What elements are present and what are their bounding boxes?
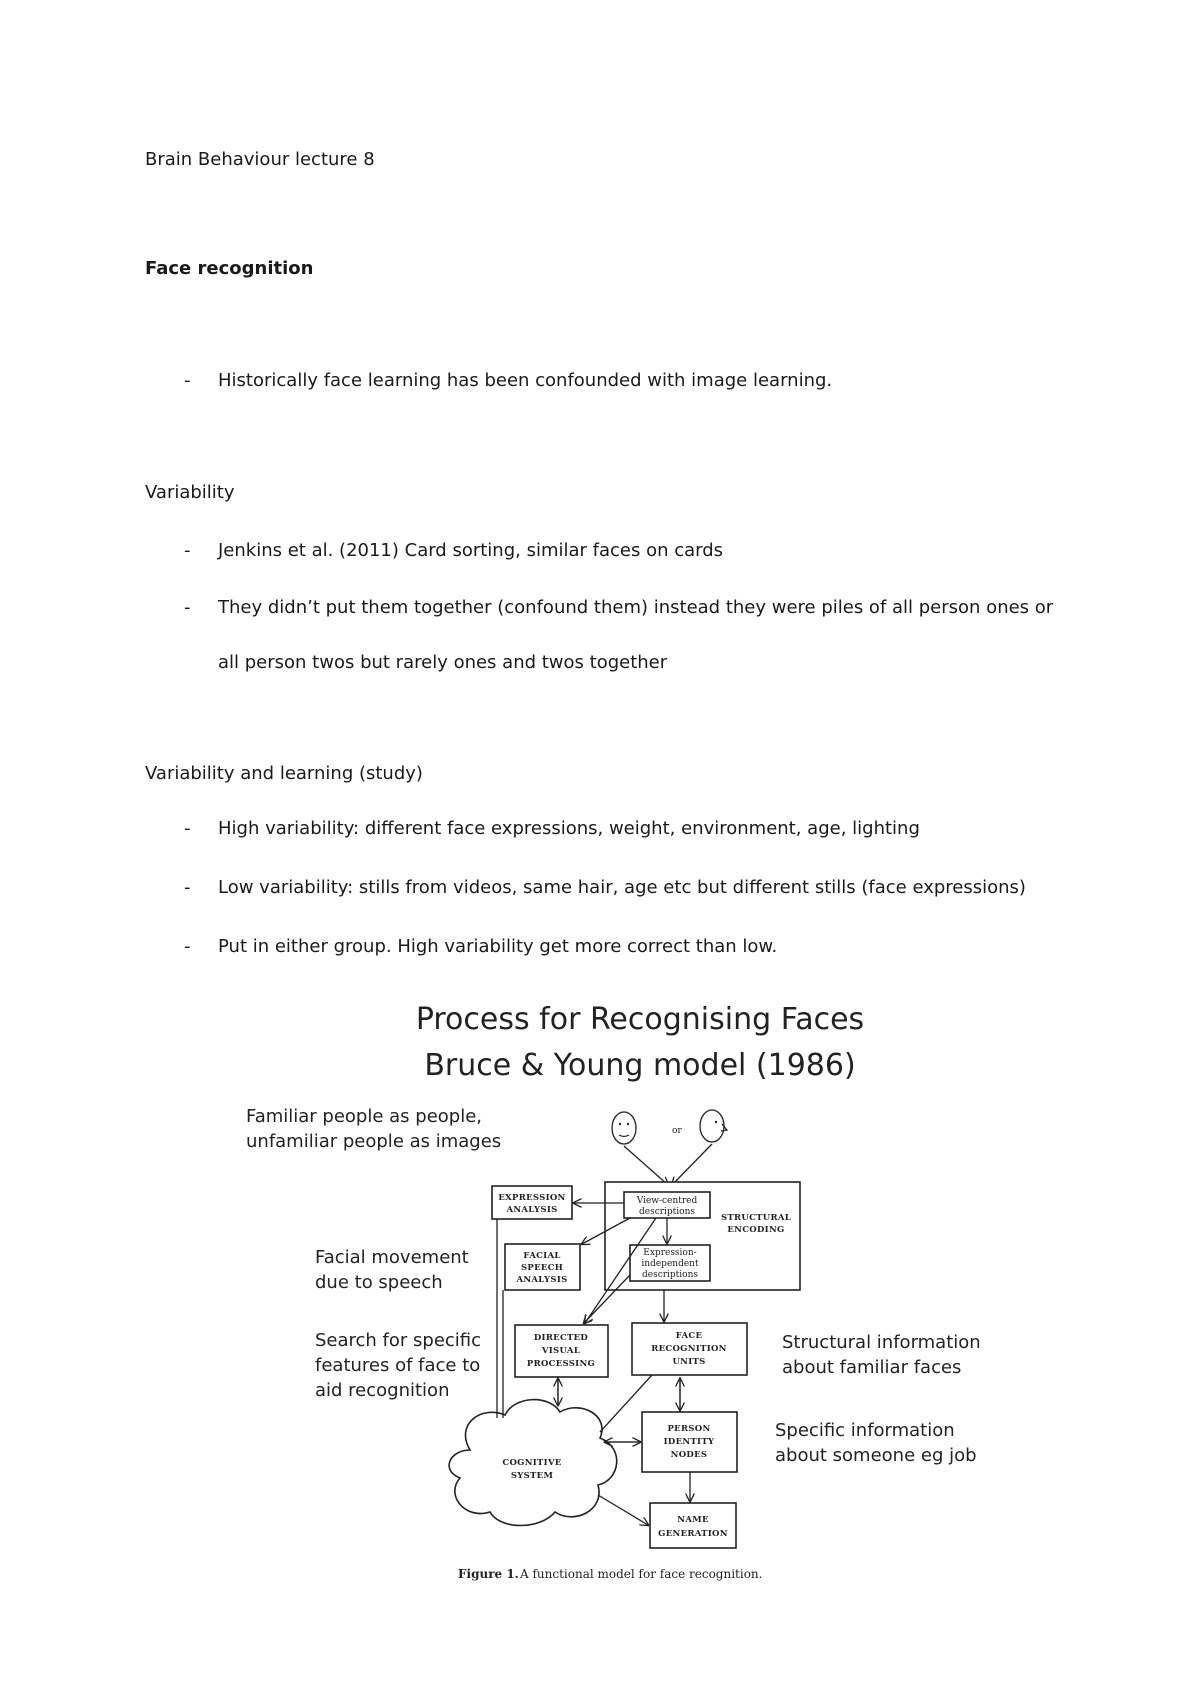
box-label: descriptions: [638, 1207, 696, 1217]
bullet-text: Jenkins et al. (2011) Card sorting, similar faces on cards: [218, 540, 724, 561]
heading-face-recognition: Face recognition: [145, 258, 314, 279]
arrow: [624, 1146, 668, 1185]
figure-title-line1: Process for Recognising Faces: [415, 1002, 865, 1037]
box-label: SPEECH: [520, 1263, 564, 1273]
figure-title-line2: Bruce & Young model (1986): [424, 1048, 856, 1083]
bullet-dash: -: [184, 818, 191, 839]
box-label: FACE: [675, 1331, 703, 1341]
arrow: [598, 1495, 648, 1525]
box-label: COGNITIVE: [502, 1458, 562, 1468]
name-generation-box: [650, 1503, 736, 1548]
bullet-dash: -: [184, 597, 191, 618]
box-label: NODES: [670, 1450, 708, 1460]
box-label: UNITS: [672, 1357, 706, 1367]
box-label: SYSTEM: [510, 1471, 554, 1481]
note-line: unfamiliar people as images: [246, 1131, 502, 1153]
note-line: aid recognition: [315, 1380, 450, 1402]
note-line: Structural information: [782, 1332, 981, 1353]
box-label: ANALYSIS: [506, 1205, 558, 1215]
note-line: Facial movement: [315, 1247, 469, 1268]
box-label: PROCESSING: [526, 1359, 596, 1369]
heading-variability-learning: Variability and learning (study): [145, 763, 423, 784]
box-label: EXPRESSION: [498, 1193, 566, 1203]
box-label: Expression-: [643, 1248, 697, 1258]
box-label: NAME: [677, 1515, 709, 1525]
note-line: Specific information: [775, 1420, 955, 1441]
box-label: IDENTITY: [663, 1437, 715, 1447]
bullet-dash: -: [184, 370, 191, 391]
bullet-dash: -: [184, 877, 191, 898]
box-label: ANALYSIS: [516, 1275, 568, 1285]
arrow: [672, 1144, 712, 1185]
bullet-dash: -: [184, 936, 191, 957]
box-label: RECOGNITION: [651, 1344, 727, 1354]
figure-caption: A functional model for face recognition.: [520, 1567, 763, 1581]
bullet-text-continued: all person twos but rarely ones and twos together: [218, 652, 668, 673]
note-line: about someone eg job: [775, 1445, 977, 1467]
note-line: Search for specific: [315, 1330, 482, 1351]
box-label: FACIAL: [523, 1251, 561, 1261]
bullet-text: They didn’t put them together (confound them) instead they were piles of all person ones or: [218, 597, 1054, 618]
heading-variability: Variability: [145, 482, 235, 503]
box-label: ENCODING: [727, 1225, 785, 1235]
box-label: STRUCTURAL: [720, 1213, 792, 1223]
box-label: descriptions: [641, 1270, 699, 1280]
box-label: independent: [641, 1259, 699, 1269]
note-line: due to speech: [315, 1272, 443, 1294]
box-label: PERSON: [667, 1424, 711, 1434]
box-label: VISUAL: [541, 1346, 581, 1356]
face-profile-icon: [700, 1110, 727, 1142]
document-title: Brain Behaviour lecture 8: [145, 149, 375, 170]
box-label: DIRECTED: [533, 1333, 589, 1343]
note-line: about familiar faces: [782, 1357, 962, 1379]
or-label: or: [672, 1126, 682, 1136]
box-label: View-centred: [636, 1196, 698, 1206]
bullet-text: Put in either group. High variability get more correct than low.: [218, 936, 778, 957]
note-line: features of face to: [315, 1355, 481, 1377]
figure-caption-bold: Figure 1.: [458, 1567, 519, 1581]
bullet-text: Historically face learning has been confounded with image learning.: [218, 370, 833, 391]
bullet-text: Low variability: stills from videos, same hair, age etc but different stills (face expressions): [218, 877, 1026, 898]
bullet-text: High variability: different face expressions, weight, environment, age, lighting: [218, 818, 920, 839]
bullet-dash: -: [184, 540, 191, 561]
face-front-icon: [612, 1112, 636, 1144]
note-line: Familiar people as people,: [246, 1106, 483, 1127]
box-label: GENERATION: [658, 1529, 728, 1539]
